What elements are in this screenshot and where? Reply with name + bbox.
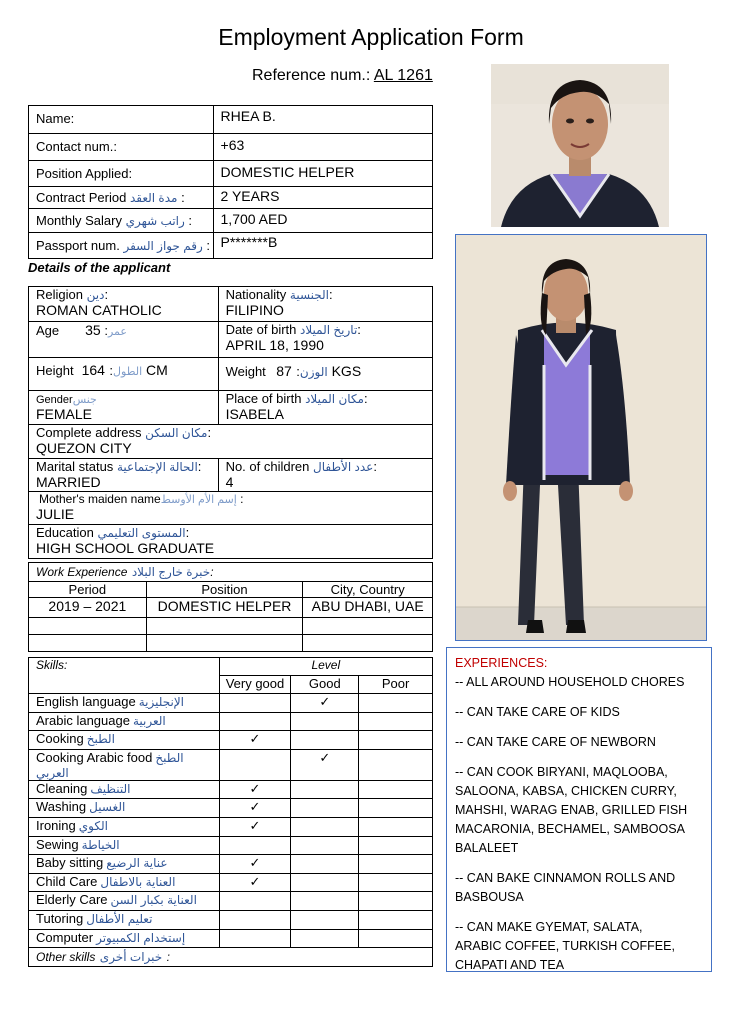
age-cell: Age عمر: 35: [29, 322, 219, 358]
mother-cell: Mother's maiden nameإسم الأم الأوسط : JULIE: [29, 492, 433, 525]
skill-level-cell: [219, 694, 291, 713]
passport-label: Passport num. رقم جواز السفر :: [29, 233, 214, 259]
religion-cell: Religion دين: ROMAN CATHOLIC: [29, 287, 219, 322]
passport-label-ar: رقم جواز السفر: [123, 239, 203, 253]
reference-label: Reference num.:: [252, 67, 371, 84]
gender-value: FEMALE: [36, 406, 93, 422]
form-title: Employment Application Form: [218, 24, 524, 50]
age-value: 35: [85, 322, 101, 338]
children-cell: No. of children عدد الأطفال: 4: [218, 459, 432, 492]
skill-level-cell: [359, 712, 433, 731]
work-col-city: City, Country: [303, 582, 433, 598]
work-experience-table: [28, 562, 433, 652]
skill-name: English language الإنجليزية: [29, 694, 220, 713]
pob-cell: Place of birth مكان الميلاد: ISABELA: [218, 391, 432, 425]
skill-level-cell: [219, 712, 291, 731]
reference-value: AL 1261: [373, 67, 433, 84]
skill-level-cell: [359, 873, 433, 892]
details-heading: Details of the applicant: [28, 260, 171, 275]
skill-name: Washing الغسيل: [29, 799, 220, 818]
experiences-title: EXPERIENCES:: [455, 656, 548, 670]
check-icon: ✓: [249, 817, 261, 833]
passport-value: P*******B: [213, 233, 432, 259]
skill-level-cell: [359, 910, 433, 929]
work-row: [29, 618, 433, 635]
skills-table: [28, 657, 433, 967]
skill-level-cell: [359, 929, 433, 948]
skill-name: Baby sitting عناية الرضيع: [29, 855, 220, 874]
skill-level-cell: [359, 694, 433, 713]
skill-level-cell: [291, 836, 359, 855]
skill-level-cell: [219, 799, 291, 818]
weight-cell: Weight الوزن: 87 KGS: [218, 358, 432, 391]
skill-level-cell: [219, 780, 291, 799]
nationality-value: FILIPINO: [225, 302, 284, 318]
education-cell: Education المستوى التعليمي: HIGH SCHOOL GRADUATE: [29, 525, 433, 559]
skill-level-cell: [291, 694, 359, 713]
level-very-good: Very good: [219, 676, 291, 694]
skill-level-cell: [219, 749, 291, 780]
skill-level-cell: [291, 799, 359, 818]
skill-level-cell: [219, 731, 291, 750]
check-icon: ✓: [249, 799, 261, 815]
skill-name: Ironing الكوي: [29, 817, 220, 836]
skill-level-cell: [219, 855, 291, 874]
skill-row: [29, 731, 433, 750]
experiences-box: [446, 647, 712, 972]
skill-level-cell: [219, 929, 291, 948]
dob-cell: Date of birth تاريخ الميلاد: APRIL 18, 1990: [218, 322, 432, 358]
skill-level-cell: [359, 836, 433, 855]
contract-label: Contract Period مدة العقد :: [29, 187, 214, 209]
name-value: RHEA B.: [213, 106, 432, 134]
skill-level-cell: [291, 749, 359, 780]
marital-cell: Marital status الحالة الإجتماعية: MARRIED: [29, 459, 219, 492]
experience-item: -- CAN COOK BIRYANI, MAQLOOBA, SALOONA, KABSA, CHICKEN CURRY, MAHSHI, WARAG ENAB, GRILLED FISH MACARONIA, BECHAMEL, SAMBOOSA BALALEET: [455, 765, 688, 855]
contact-label: Contact num.:: [29, 134, 214, 161]
skill-row: [29, 712, 433, 731]
skill-row: [29, 817, 433, 836]
religion-value: ROMAN CATHOLIC: [36, 302, 162, 318]
skill-level-cell: [291, 731, 359, 750]
skill-row: [29, 910, 433, 929]
skill-row: [29, 780, 433, 799]
skill-level-cell: [219, 873, 291, 892]
pob-value: ISABELA: [225, 406, 284, 422]
experience-item: -- CAN TAKE CARE OF NEWBORN: [455, 735, 656, 749]
position-label: Position Applied:: [29, 161, 214, 187]
experience-item: -- CAN TAKE CARE OF KIDS: [455, 705, 620, 719]
work-row: 2019 – 2021 DOMESTIC HELPER ABU DHABI, UAE: [29, 598, 433, 618]
address-cell: Complete address مكان السكن: QUEZON CITY: [29, 425, 433, 459]
salary-value: 1,700 AED: [213, 209, 432, 233]
skill-level-cell: [359, 855, 433, 874]
full-body-photo: [455, 234, 707, 641]
skill-level-cell: [359, 892, 433, 911]
skill-level-cell: [291, 855, 359, 874]
experience-item: -- CAN BAKE CINNAMON ROLLS AND BASBOUSA: [455, 871, 676, 904]
skill-row: [29, 749, 433, 780]
skill-level-cell: [219, 892, 291, 911]
level-good: Good: [291, 676, 359, 694]
skill-name: Tutoring تعليم الأطفال: [29, 910, 220, 929]
other-skills: Other skills خبرات أخرى :: [29, 948, 433, 967]
experience-item: -- ALL AROUND HOUSEHOLD CHORES: [455, 675, 685, 689]
height-value: 164 CM: [81, 362, 168, 378]
skill-name: Child Care العناية بالاطفال: [29, 873, 220, 892]
skill-name: Arabic language العربية: [29, 712, 220, 731]
check-icon: ✓: [319, 694, 331, 709]
contract-label-ar: مدة العقد: [129, 191, 178, 205]
skill-name: Computer إستخدام الكمبيوتر: [29, 929, 220, 948]
skill-level-cell: [359, 780, 433, 799]
check-icon: ✓: [319, 749, 331, 765]
skill-row: [29, 694, 433, 713]
nationality-cell: Nationality الجنسية: FILIPINO: [218, 287, 432, 322]
skill-level-cell: [219, 817, 291, 836]
skill-row: [29, 799, 433, 818]
skill-row: [29, 855, 433, 874]
level-heading: Level: [219, 658, 432, 676]
position-value: DOMESTIC HELPER: [213, 161, 432, 187]
skill-level-cell: [219, 910, 291, 929]
children-value: 4: [225, 474, 234, 490]
name-label: Name:: [29, 106, 214, 134]
education-value: HIGH SCHOOL GRADUATE: [36, 540, 215, 556]
skill-name: Elderly Care العناية بكبار السن: [29, 892, 220, 911]
skill-level-cell: [291, 892, 359, 911]
work-col-period: Period: [29, 582, 147, 598]
skill-name: Cooking الطبخ: [29, 731, 220, 750]
skill-level-cell: [291, 817, 359, 836]
check-icon: ✓: [249, 731, 261, 747]
skill-level-cell: [291, 910, 359, 929]
height-cell: Height الطول: 164 CM: [29, 358, 219, 391]
portrait-photo: [491, 64, 669, 227]
skill-name: Cleaning التنظيف: [29, 780, 220, 799]
check-icon: ✓: [249, 855, 261, 871]
work-row: [29, 635, 433, 652]
skill-row: [29, 892, 433, 911]
skills-heading: Skills:: [29, 658, 220, 694]
address-value: QUEZON CITY: [36, 440, 132, 456]
skill-row: [29, 873, 433, 892]
weight-value: 87 KGS: [276, 363, 362, 379]
applicant-details-table: [28, 286, 433, 559]
skill-name: Sewing الخياطة: [29, 836, 220, 855]
check-icon: ✓: [249, 780, 261, 796]
skill-level-cell: [291, 780, 359, 799]
skill-level-cell: [359, 799, 433, 818]
contact-value: +63: [213, 134, 432, 161]
skill-level-cell: [291, 712, 359, 731]
work-col-position: Position: [146, 582, 303, 598]
skill-level-cell: [359, 817, 433, 836]
mother-value: JULIE: [36, 506, 75, 522]
reference-number: [252, 67, 433, 85]
experience-item: -- CAN MAKE GYEMAT, SALATA, ARABIC COFFEE, TURKISH COFFEE, CHAPATI AND TEA: [455, 920, 675, 972]
dob-value: APRIL 18, 1990: [225, 337, 324, 353]
skill-row: [29, 929, 433, 948]
contract-value: 2 YEARS: [213, 187, 432, 209]
skill-level-cell: [291, 929, 359, 948]
skill-name: Cooking Arabic food الطبخ العربي: [29, 749, 220, 780]
skill-level-cell: [291, 873, 359, 892]
skill-level-cell: [359, 731, 433, 750]
skill-row: [29, 836, 433, 855]
experiences-list: [455, 673, 703, 975]
skill-level-cell: [359, 749, 433, 780]
marital-value: MARRIED: [36, 474, 101, 490]
personal-info-table: [28, 105, 433, 259]
skill-level-cell: [219, 836, 291, 855]
gender-cell: Genderجنس FEMALE: [29, 391, 219, 425]
work-heading: Work Experience خبرة خارج البلاد:: [29, 563, 433, 582]
check-icon: ✓: [249, 873, 261, 889]
salary-label-ar: راتب شهري: [125, 214, 185, 228]
salary-label: Monthly Salary راتب شهري :: [29, 209, 214, 233]
level-poor: Poor: [359, 676, 433, 694]
